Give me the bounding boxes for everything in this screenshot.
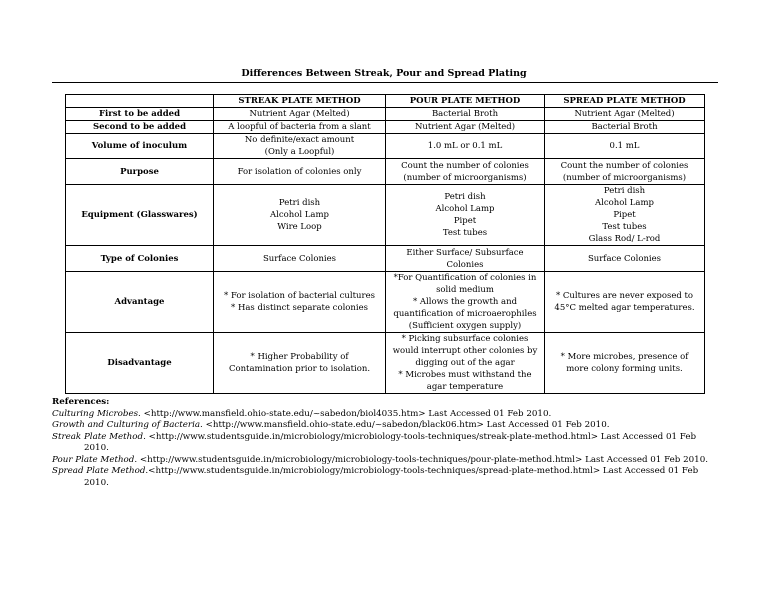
cell-text: (Only a Loopful) xyxy=(264,147,335,157)
table-row xyxy=(66,185,705,246)
cell-text: Glass Rod/ L-rod xyxy=(588,234,661,244)
cell-text: quantification of microaerophiles xyxy=(393,309,537,319)
reference-continuation: 2010. xyxy=(84,477,109,488)
cell-text: 45°C melted agar temperatures. xyxy=(554,303,695,313)
table-cell xyxy=(214,159,386,185)
cell-text: Petri dish xyxy=(444,192,486,202)
table-row xyxy=(66,159,705,185)
table-cell xyxy=(214,246,386,272)
reference-source: . <http://www.mansfield.ohio-state.edu/~sabedon/biol4035.htm> Last Accessed 01 Feb 2010. xyxy=(138,408,552,419)
cell-text: Petri dish xyxy=(603,186,646,196)
reference-source: . <http://www.mansfield.ohio-state.edu/~sabedon/black06.htm> Last Accessed 01 Feb 2010. xyxy=(200,420,610,430)
cell-text: Contamination prior to isolation. xyxy=(228,364,371,374)
cell-text: Pipet xyxy=(453,216,477,226)
cell-text: Alcohol Lamp xyxy=(435,204,495,214)
cell-text: Pipet xyxy=(613,210,636,220)
table-cell xyxy=(386,159,545,185)
references-section xyxy=(52,397,732,489)
references-heading: References: xyxy=(52,397,110,407)
cell-text: Test tubes xyxy=(442,228,488,238)
cell-text: Colonies xyxy=(446,259,484,270)
cell-text: * Higher Probability of xyxy=(250,352,349,362)
row-label: Second to be added xyxy=(66,121,214,134)
cell-text: solid medium xyxy=(436,285,494,295)
column-header xyxy=(66,95,214,108)
cell-text: * For isolation of bacterial cultures xyxy=(224,291,375,301)
cell-text: Alcohol Lamp xyxy=(595,198,654,208)
reference-item xyxy=(52,420,732,432)
reference-title: Streak Plate Method xyxy=(52,431,144,442)
cell-text: Petri dish xyxy=(278,198,321,208)
reference-title: Growth and Culturing of Bacteria xyxy=(52,420,201,430)
table-cell xyxy=(214,108,386,121)
table-row xyxy=(66,246,705,272)
table-cell xyxy=(545,333,705,394)
cell-text: Surface Colonies xyxy=(587,253,662,264)
reference-source: . <http://www.studentsguide.in/microbiology/microbiology-tools-techniques/pour-plate-method.html> Last Accessed 01 Feb 2010. xyxy=(134,454,708,465)
table-cell xyxy=(545,121,705,134)
cell-text: more colony forming units. xyxy=(566,364,683,374)
table-row xyxy=(66,108,705,121)
row-label: Advantage xyxy=(66,272,214,333)
reference-source: .<http://www.studentsguide.in/microbiology/microbiology-tools-techniques/spread-plate-method.html> Last Accessed 01 Feb xyxy=(145,466,699,476)
cell-text: Alcohol Lamp xyxy=(270,210,329,220)
row-label: Type of Colonies xyxy=(66,246,214,272)
table-cell xyxy=(545,246,705,272)
cell-text: (number of microorganisms) xyxy=(562,172,687,183)
cell-text: * Microbes must withstand the xyxy=(398,370,532,380)
table-cell xyxy=(386,121,545,134)
cell-text: For isolation of colonies only xyxy=(237,166,362,177)
table-cell xyxy=(386,108,545,121)
table-cell xyxy=(214,333,386,394)
reference-item xyxy=(52,409,732,421)
row-label: Disadvantage xyxy=(66,333,214,394)
cell-text: Wire Loop xyxy=(277,222,322,232)
row-label: Volume of inoculum xyxy=(66,134,214,159)
table-cell xyxy=(545,134,705,159)
cell-text: Count the number of colonies xyxy=(560,160,689,171)
reference-source: . <http://www.studentsguide.in/microbiology/microbiology-tools-techniques/streak-plate-method.html> Last Accessed 01 Feb xyxy=(143,431,697,442)
comparison-table xyxy=(65,94,705,394)
cell-text: digging out of the agar xyxy=(415,358,515,368)
table-cell xyxy=(386,134,545,159)
cell-text: 0.1 mL xyxy=(609,141,640,151)
reference-item xyxy=(52,455,732,467)
reference-continuation: 2010. xyxy=(84,443,109,453)
cell-text: (Sufficient oxygen supply) xyxy=(408,321,522,331)
cell-text: * Has distinct separate colonies xyxy=(231,303,368,313)
cell-text: Bacterial Broth xyxy=(431,109,499,119)
cell-text: * Allows the growth and xyxy=(412,297,518,307)
table-cell xyxy=(214,272,386,333)
table-header-row xyxy=(66,95,705,108)
cell-text: Test tubes xyxy=(602,222,647,232)
row-label: Equipment (Glasswares) xyxy=(66,185,214,246)
cell-text: * Cultures are never exposed to xyxy=(555,291,694,301)
table-cell xyxy=(386,333,545,394)
cell-text: Nutrient Agar (Melted) xyxy=(249,109,350,119)
cell-text: No definite/exact amount xyxy=(244,135,355,145)
reference-item xyxy=(52,432,732,444)
cell-text: would interrupt other colonies by xyxy=(392,346,538,356)
table-cell xyxy=(386,272,545,333)
cell-text: *For Quantification of colonies in xyxy=(393,273,537,283)
cell-text: (number of microorganisms) xyxy=(403,172,527,183)
cell-text: Either Surface/ Subsurface xyxy=(406,247,524,258)
table-cell xyxy=(214,134,386,159)
table-cell xyxy=(545,159,705,185)
cell-text: Surface Colonies xyxy=(262,253,337,264)
reference-title: Spread Plate Method xyxy=(52,466,146,476)
reference-item xyxy=(52,466,732,478)
column-header: SPREAD PLATE METHOD xyxy=(545,95,705,108)
table-cell xyxy=(545,108,705,121)
cell-text: * Picking subsurface colonies xyxy=(401,334,529,344)
column-header: STREAK PLATE METHOD xyxy=(214,95,386,108)
cell-text: A loopful of bacteria from a slant xyxy=(228,122,371,132)
table-cell xyxy=(386,246,545,272)
row-label: First to be added xyxy=(66,108,214,121)
table-row xyxy=(66,333,705,394)
table-row xyxy=(66,121,705,134)
reference-list xyxy=(52,409,732,490)
table-cell xyxy=(545,272,705,333)
table-row xyxy=(66,134,705,159)
cell-text: Nutrient Agar (Melted) xyxy=(574,109,675,119)
table-cell xyxy=(214,121,386,134)
table-cell xyxy=(214,185,386,246)
cell-text: Nutrient Agar (Melted) xyxy=(414,122,516,132)
cell-text: 1.0 mL or 0.1 mL xyxy=(427,141,503,151)
cell-text: Bacterial Broth xyxy=(591,122,658,132)
column-header: POUR PLATE METHOD xyxy=(386,95,545,108)
table-cell xyxy=(545,185,705,246)
title-divider xyxy=(52,82,718,83)
table-cell xyxy=(386,185,545,246)
row-label: Purpose xyxy=(66,159,214,185)
cell-text: * More microbes, presence of xyxy=(560,352,689,362)
reference-title: Culturing Microbes xyxy=(52,408,139,419)
document-title: Differences Between Streak, Pour and Spread Plating xyxy=(241,68,527,79)
table-row xyxy=(66,272,705,333)
cell-text: Count the number of colonies xyxy=(401,160,529,171)
reference-title: Pour Plate Method xyxy=(52,454,135,465)
cell-text: agar temperature xyxy=(426,382,504,392)
